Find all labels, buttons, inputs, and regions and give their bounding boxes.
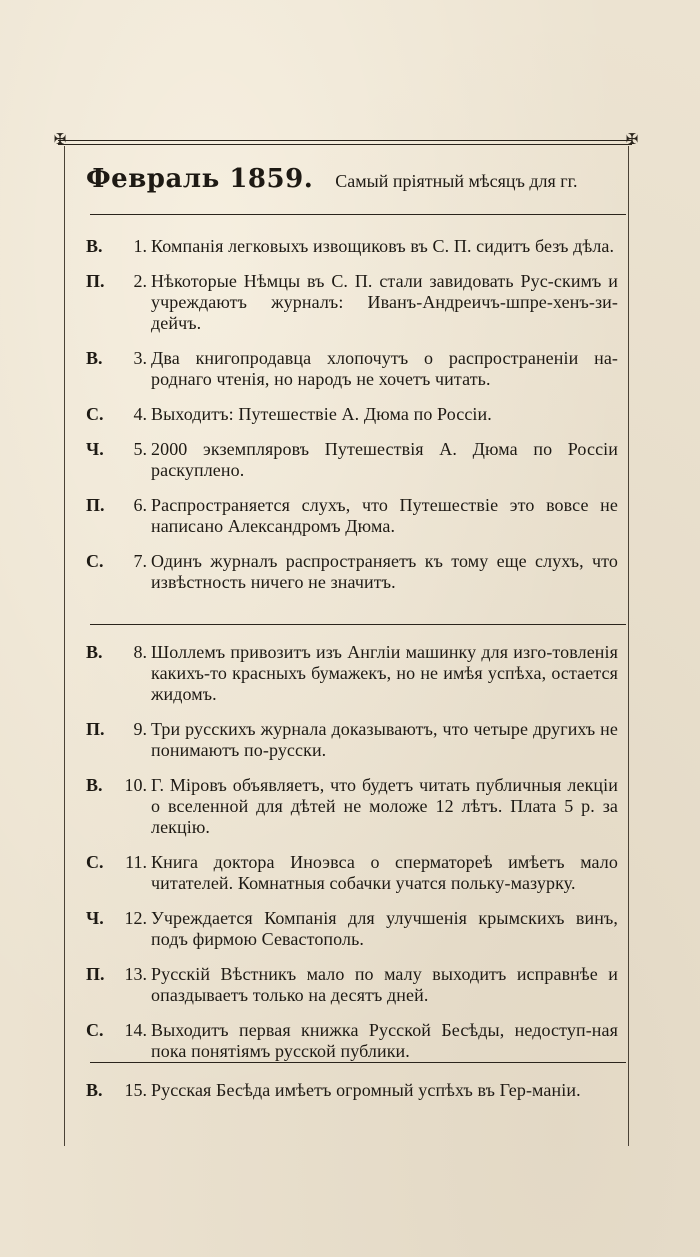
calendar-entry [86,719,618,761]
day-number: 4. [133,404,147,424]
calendar-section [86,1080,618,1115]
entry-text: Русскій Вѣстникъ мало по малу выходитъ исправнѣе и опаздываетъ только на десятъ дней. [151,964,618,1005]
top-frame-rule [58,140,632,141]
calendar-entry [86,404,618,425]
calendar-entry [86,495,618,537]
cross-ornament-icon: ✠ [625,130,639,148]
header-subtitle: Самый пріятный мѣсяцъ для гг. [335,171,578,191]
right-border-line [628,146,629,1146]
entry-text: Три русскихъ журнала доказываютъ, что четыре другихъ не понимаютъ по-русски. [151,719,618,760]
page-header [86,164,626,204]
entry-text: 2000 экземпляровъ Путешествія А. Дюма по Россіи раскуплено. [151,439,618,480]
weekday-label: С. [86,1020,104,1040]
day-number: 2. [133,271,147,291]
calendar-entry [86,1020,618,1062]
weekday-label: П. [86,719,105,739]
weekday-label: С. [86,551,104,571]
calendar-entry [86,236,618,257]
entry-text: Русская Бесѣда имѣетъ огромный успѣхъ въ Гер-маніи. [151,1080,581,1100]
calendar-entry [86,775,618,838]
weekday-label: В. [86,642,103,662]
weekday-label: П. [86,271,105,291]
calendar-entry [86,551,618,593]
calendar-entry [86,348,618,390]
calendar-entry [86,908,618,950]
calendar-entry [86,439,618,481]
day-number: 10. [124,775,147,795]
entry-text: Распространяется слухъ, что Путешествіе это вовсе не написано Александромъ Дюма. [151,495,618,536]
entry-text: Компанія легковыхъ извощиковъ въ С. П. сидитъ безъ дѣла. [151,236,615,256]
day-number: 8. [133,642,147,662]
calendar-section [86,236,618,607]
section-divider [90,1062,626,1063]
day-number: 5. [133,439,147,459]
left-border-line [64,146,65,1146]
section-divider [90,624,626,625]
day-number: 9. [133,719,147,739]
day-number: 15. [124,1080,147,1100]
day-number: 11. [125,852,147,872]
day-number: 14. [124,1020,147,1040]
month-title: Февраль 1859. [86,164,314,194]
entry-text: Нѣкоторые Нѣмцы въ С. П. стали завидовать Рус-скимъ и учреждаютъ журналъ: Иванъ-Андреичъ-шпре-хенъ-зи-дейчъ. [151,271,618,333]
entry-text: Выходитъ: Путешествіе А. Дюма по Россіи. [151,404,492,424]
calendar-entry [86,642,618,705]
section-divider [90,214,626,215]
day-number: 1. [133,236,147,256]
entry-text: Г. Міровъ объявляетъ, что будетъ читать публичныя лекціи о вселенной для дѣтей не моложе 12 лѣтъ. Плата 5 р. за лекцію. [151,775,618,837]
weekday-label: Ч. [86,908,104,928]
day-number: 3. [133,348,147,368]
entry-text: Шоллемъ привозитъ изъ Англіи машинку для изго-товленія какихъ-то красныхъ бумажекъ, но не имѣя успѣха, остается жидомъ. [151,642,618,704]
day-number: 7. [133,551,147,571]
day-number: 6. [133,495,147,515]
calendar-entry [86,1080,618,1101]
weekday-label: П. [86,964,105,984]
calendar-entry [86,852,618,894]
calendar-entry [86,964,618,1006]
entry-text: Книга доктора Иноэвса о сперматореѣ имѣетъ мало читателей. Комнатныя собачки учатся польку-мазурку. [151,852,618,893]
cross-ornament-icon: ✠ [53,130,67,148]
entry-text: Два книгопродавца хлопочутъ о распространеніи на-роднаго чтенія, но народъ не хочетъ читать. [151,348,618,389]
day-number: 12. [124,908,147,928]
weekday-label: С. [86,852,104,872]
calendar-entry [86,271,618,334]
entry-text: Учреждается Компанія для улучшенія крымскихъ винъ, подъ фирмою Севастополь. [151,908,618,949]
weekday-label: В. [86,236,103,256]
weekday-label: В. [86,1080,103,1100]
entry-text: Одинъ журналъ распространяетъ къ тому еще слухъ, что извѣстность ничего не значитъ. [151,551,618,592]
weekday-label: Ч. [86,439,104,459]
day-number: 13. [124,964,147,984]
entry-text: Выходитъ первая книжка Русской Бесѣды, недоступ-ная пока понятіямъ русской публики. [151,1020,618,1061]
weekday-label: С. [86,404,104,424]
top-frame-rule-inner [58,144,632,145]
weekday-label: В. [86,348,103,368]
weekday-label: П. [86,495,105,515]
weekday-label: В. [86,775,103,795]
calendar-section [86,642,618,1076]
